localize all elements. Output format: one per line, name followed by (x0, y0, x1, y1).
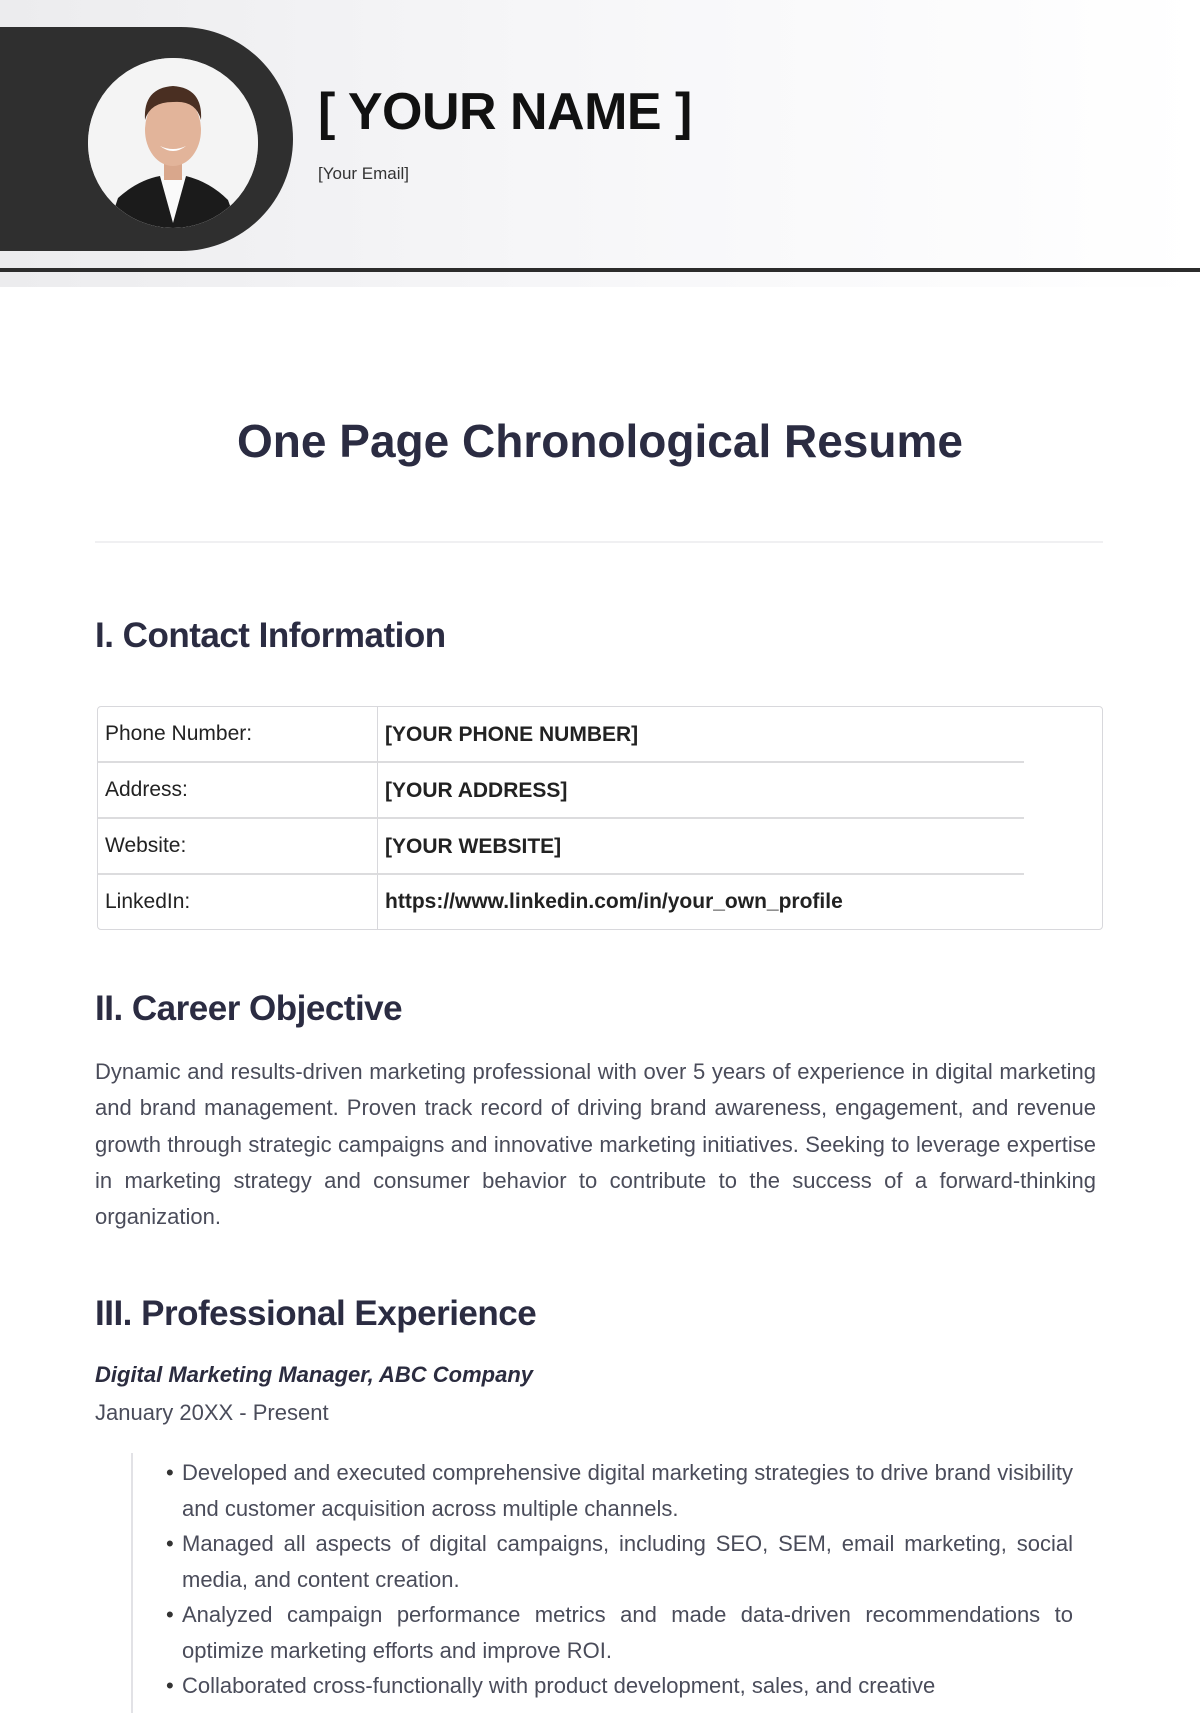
contact-value: [YOUR ADDRESS] (378, 763, 1102, 819)
candidate-name: [ YOUR NAME ] (318, 83, 692, 141)
bullet-quote-bar (131, 1453, 133, 1713)
linkedin-link[interactable]: https://www.linkedin.com/in/your_own_profile (385, 890, 843, 913)
contact-value: [YOUR WEBSITE] (378, 819, 1102, 875)
document-title: One Page Chronological Resume (237, 415, 963, 467)
objective-text: Dynamic and results-driven marketing professional with over 5 years of experience in digital marketing and brand management. Proven track record of driving brand awareness, engagement, and revenue growth through strategic campaigns and innovative marketing initiatives. Seeking to leverage expertise in marketing strategy and consumer behavior to contribute to the success of a forward-thinking organization. (95, 1059, 1096, 1230)
header-divider (0, 268, 1200, 272)
table-row (98, 707, 1102, 763)
contact-label: LinkedIn: (98, 875, 378, 929)
contact-value: [YOUR PHONE NUMBER] (378, 707, 1102, 763)
contact-label: Address: (98, 763, 378, 819)
contact-table (97, 706, 1103, 930)
experience-heading: III. Professional Experience (95, 1294, 537, 1333)
contact-label: Website: (98, 819, 378, 875)
job-bullets (166, 1455, 1073, 1704)
contact-label: Phone Number: (98, 707, 378, 763)
profile-photo (88, 58, 258, 228)
title-separator (95, 541, 1103, 543)
list-item: • Analyzed campaign performance metrics and made data-driven recommendations to optimize marketing efforts and improve ROI. (166, 1597, 1073, 1668)
table-row (98, 875, 1102, 929)
list-item: • Managed all aspects of digital campaigns, including SEO, SEM, email marketing, social media, and content creation. (166, 1526, 1073, 1597)
table-row (98, 819, 1102, 875)
list-item: • Developed and executed comprehensive digital marketing strategies to drive brand visibility and customer acquisition across multiple channels. (166, 1455, 1073, 1526)
objective-heading: II. Career Objective (95, 989, 403, 1028)
job-title: Digital Marketing Manager, ABC Company (95, 1362, 534, 1387)
contact-heading: I. Contact Information (95, 616, 446, 655)
job-dates: January 20XX - Present (95, 1400, 329, 1425)
list-item: • Collaborated cross-functionally with product development, sales, and creative (166, 1668, 1073, 1704)
table-row (98, 763, 1102, 819)
candidate-email: [Your Email] (318, 164, 410, 183)
